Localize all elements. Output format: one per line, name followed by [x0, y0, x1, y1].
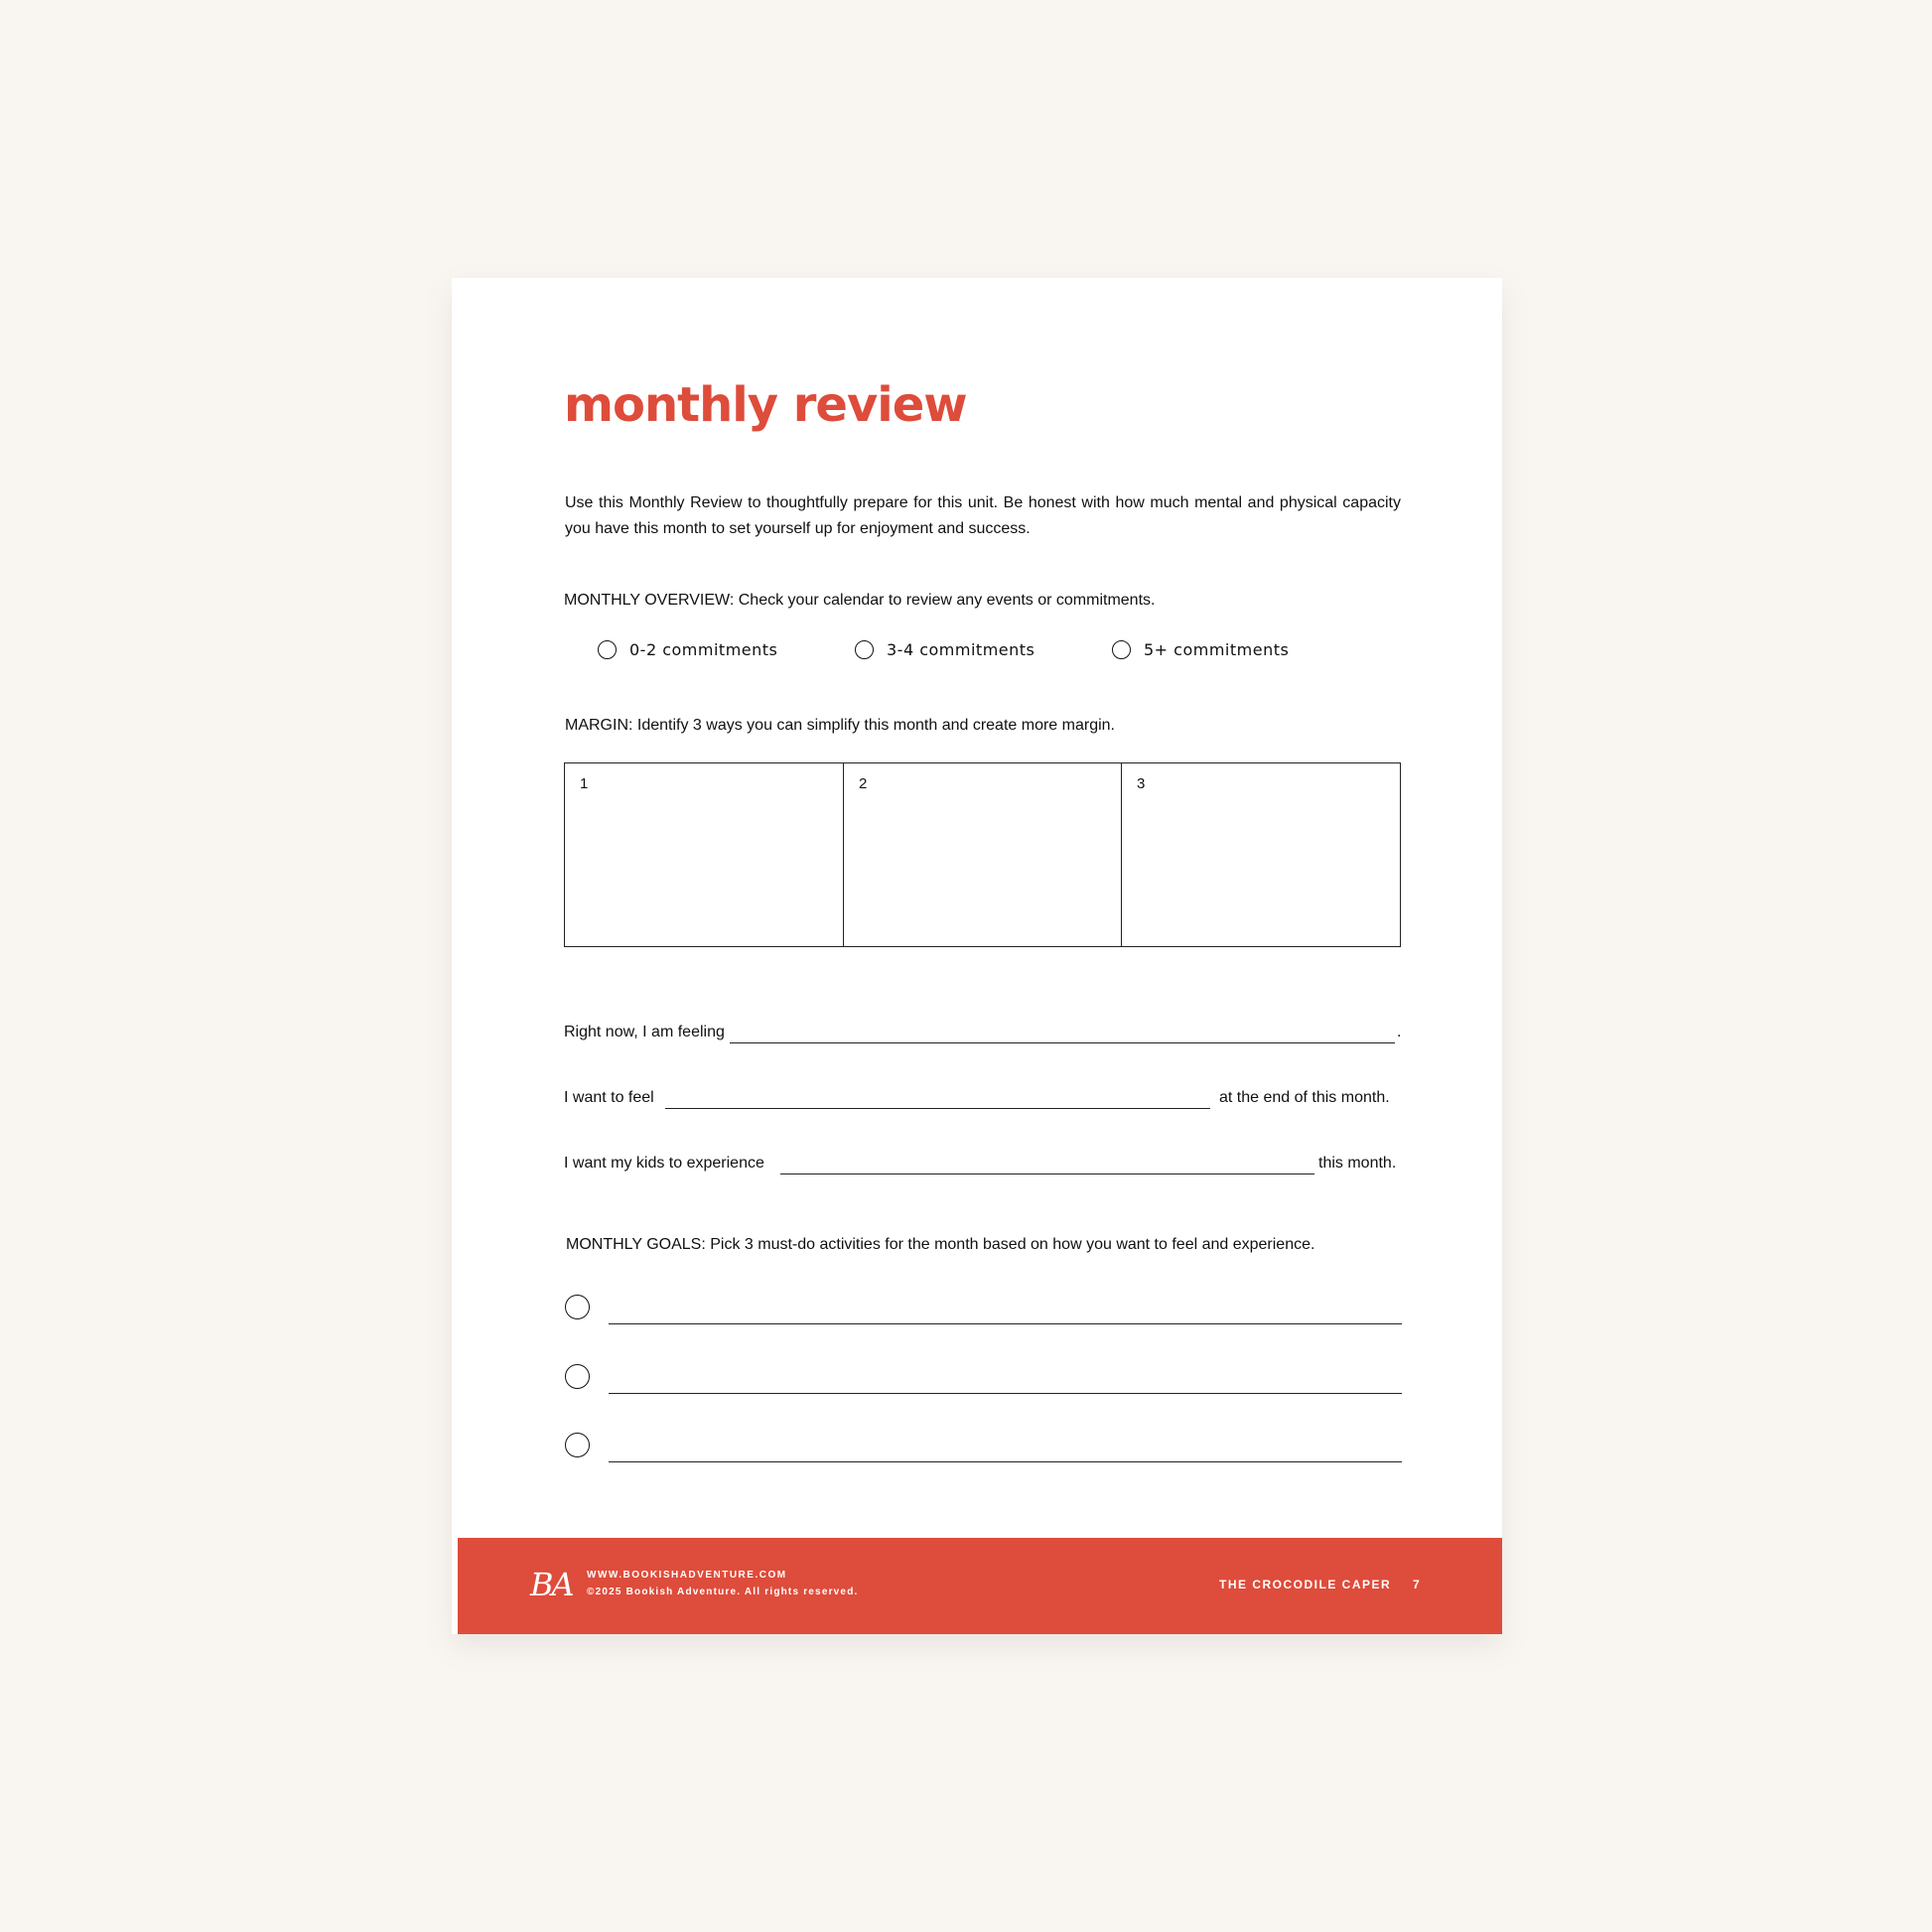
margin-cell-2[interactable]: [843, 763, 1121, 946]
commitment-option-label: 0-2 commitments: [629, 640, 778, 659]
feel-prompt-text: I want to feel: [564, 1089, 654, 1106]
kids-prompt-text: I want my kids to experience: [564, 1155, 764, 1172]
monthly-overview-label: MONTHLY OVERVIEW: Check your calendar to review any events or commitments.: [564, 592, 1156, 609]
radio-circle-icon[interactable]: [598, 640, 617, 659]
commitment-option-label: 5+ commitments: [1144, 640, 1290, 659]
commitment-option-3-4[interactable]: [855, 640, 1035, 659]
goal-item-1: [565, 1295, 1402, 1334]
monthly-goals-label: MONTHLY GOALS: Pick 3 must-do activities for the month based on how you want to feel and experience.: [566, 1236, 1315, 1253]
footer-copyright: ©2025 Bookish Adventure. All rights reserved.: [587, 1587, 859, 1597]
footer-book-title: THE CROCODILE CAPER: [1219, 1578, 1392, 1591]
page-title: monthly review: [564, 377, 967, 433]
margin-cell-1[interactable]: [565, 763, 843, 946]
page-footer: [458, 1538, 1502, 1634]
commitment-option-label: 3-4 commitments: [887, 640, 1035, 659]
worksheet-page: [452, 278, 1502, 1634]
goal-line[interactable]: [609, 1323, 1402, 1324]
feeling-prompt: [564, 1024, 1414, 1047]
goal-item-2: [565, 1364, 1402, 1404]
feel-prompt: [564, 1089, 1414, 1113]
margin-label: MARGIN: Identify 3 ways you can simplify this month and create more margin.: [565, 717, 1115, 734]
goal-checkbox-icon[interactable]: [565, 1295, 590, 1319]
goal-line[interactable]: [609, 1393, 1402, 1394]
margin-cell-number: 2: [859, 775, 868, 792]
margin-cell-number: 1: [580, 775, 589, 792]
goal-checkbox-icon[interactable]: [565, 1433, 590, 1457]
radio-circle-icon[interactable]: [855, 640, 874, 659]
goal-item-3: [565, 1433, 1402, 1472]
commitment-options: [598, 640, 1293, 664]
commitment-option-0-2[interactable]: [598, 640, 777, 659]
feeling-prompt-text: Right now, I am feeling: [564, 1024, 725, 1040]
brand-logo: BA: [530, 1566, 573, 1603]
goal-checkbox-icon[interactable]: [565, 1364, 590, 1389]
goal-line[interactable]: [609, 1461, 1402, 1462]
kids-prompt-end: this month.: [1318, 1155, 1397, 1172]
feel-blank-line[interactable]: [665, 1108, 1210, 1109]
kids-prompt: [564, 1155, 1414, 1178]
commitment-option-5-plus[interactable]: [1112, 640, 1289, 659]
kids-blank-line[interactable]: [780, 1173, 1314, 1174]
intro-paragraph: Use this Monthly Review to thoughtfully prepare for this unit. Be honest with how much mental and physical capacity you have this month to set yourself up for enjoyment and success.: [565, 494, 1401, 537]
feeling-blank-line[interactable]: [730, 1042, 1395, 1043]
margin-cell-number: 3: [1137, 775, 1146, 792]
feel-prompt-end: at the end of this month.: [1219, 1089, 1390, 1106]
margin-table: [564, 762, 1401, 947]
footer-page-number: 7: [1413, 1578, 1420, 1591]
margin-cell-3[interactable]: [1121, 763, 1400, 946]
footer-website: WWW.BOOKISHADVENTURE.COM: [587, 1570, 787, 1581]
radio-circle-icon[interactable]: [1112, 640, 1131, 659]
feeling-prompt-end: .: [1397, 1024, 1402, 1040]
